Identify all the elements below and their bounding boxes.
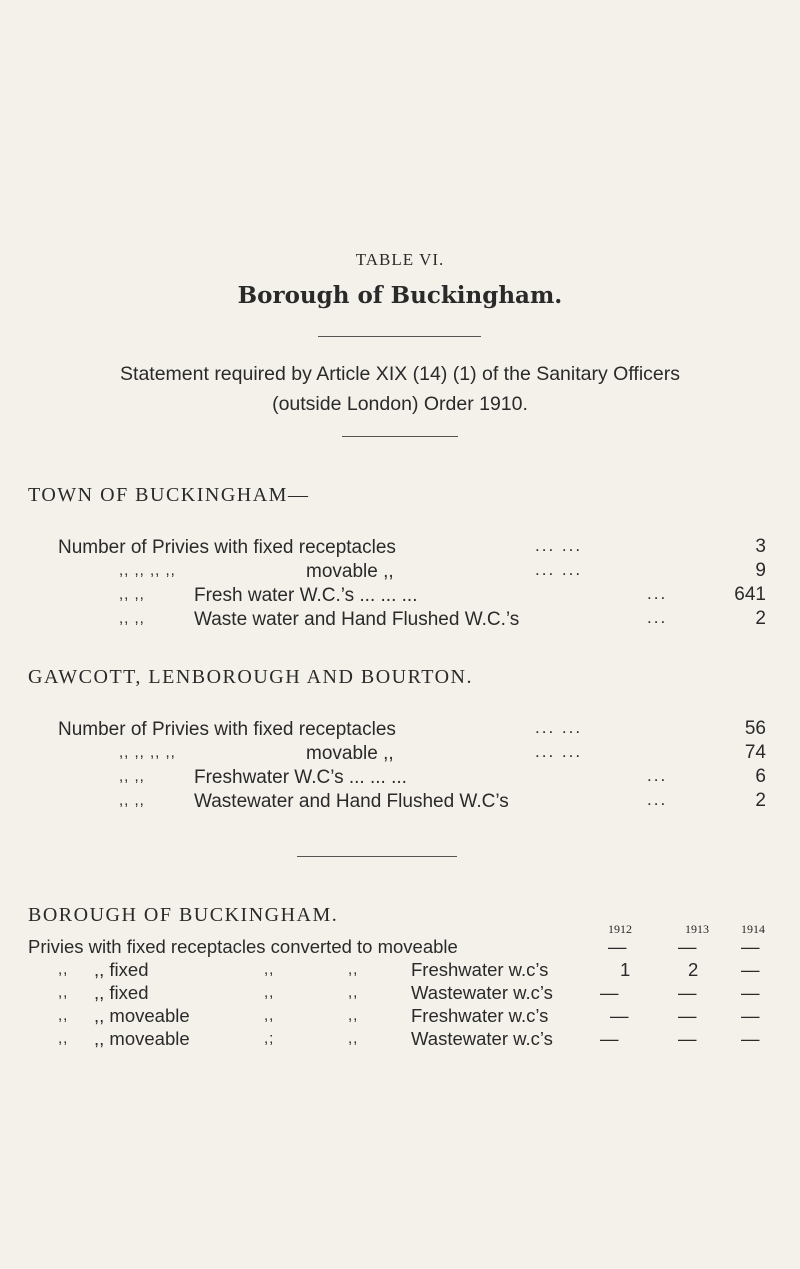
row-dots: ... — [647, 790, 668, 809]
row-ditto: ,, — [58, 961, 69, 978]
row-dots: ... ... — [535, 536, 583, 555]
row-ditto: ,, ,, ,, ,, — [119, 744, 176, 761]
row-label: Wastewater w.c’s — [411, 1028, 553, 1049]
borough-title: Borough of Buckingham. — [237, 282, 563, 309]
statement-line-2: (outside London) Order 1910. — [272, 393, 528, 415]
row-label: Wastewater and Hand Flushed W.C’s — [194, 791, 509, 812]
row-label: Privies with fixed receptacles converted to moveable — [28, 936, 458, 957]
row-ditto: ,, moveable — [94, 1028, 190, 1049]
row-value: 1 — [620, 959, 631, 980]
row-ditto: ,, — [348, 1030, 359, 1047]
row-value: — — [678, 982, 697, 1003]
row-ditto: ,, — [264, 984, 275, 1001]
row-value: 2 — [755, 608, 766, 629]
row-value: 641 — [734, 584, 766, 605]
row-label: movable ,, — [306, 743, 394, 764]
row-value: 3 — [755, 536, 766, 557]
row-ditto: ,, ,, — [119, 792, 145, 809]
row-label: Number of Privies with fixed receptacles — [58, 537, 396, 558]
row-ditto: ,, — [348, 1007, 359, 1024]
row-ditto: ,, — [348, 984, 359, 1001]
row-label: movable ,, — [306, 561, 394, 582]
row-ditto: ,, — [264, 1007, 275, 1024]
row-ditto: ,, ,, — [119, 768, 145, 785]
row-ditto: ,, ,, — [119, 610, 145, 627]
row-dots: ... — [647, 766, 668, 785]
row-value: — — [600, 1028, 619, 1049]
row-dots: ... ... — [535, 718, 583, 737]
section-borough-heading: BOROUGH OF BUCKINGHAM. — [28, 904, 339, 926]
year-header: 1912 — [608, 922, 632, 936]
row-ditto: ,; — [264, 1030, 275, 1047]
table-label: TABLE VI. — [355, 250, 445, 269]
row-ditto: ,, — [58, 984, 69, 1001]
divider — [318, 336, 481, 337]
year-header: 1914 — [741, 922, 765, 936]
row-value: — — [608, 936, 627, 957]
row-value: — — [741, 959, 760, 980]
row-dots: ... ... — [535, 742, 583, 761]
row-value: 56 — [744, 718, 766, 739]
row-value: 9 — [755, 560, 766, 581]
row-label: Waste water and Hand Flushed W.C.’s — [194, 609, 520, 630]
row-label: Wastewater w.c’s — [411, 982, 553, 1003]
row-ditto: ,, ,, ,, ,, — [119, 562, 176, 579]
row-value: — — [741, 936, 760, 957]
year-header: 1913 — [685, 922, 709, 936]
row-value: — — [600, 982, 619, 1003]
row-value: 6 — [755, 766, 766, 787]
row-ditto: ,, fixed — [94, 959, 149, 980]
row-value: 2 — [755, 790, 766, 811]
row-ditto: ,, ,, — [119, 586, 145, 603]
row-value: 74 — [744, 742, 766, 763]
row-value: — — [741, 1005, 760, 1026]
row-value: — — [741, 982, 760, 1003]
row-label: Freshwater w.c’s — [411, 1005, 549, 1026]
row-value: 2 — [688, 959, 699, 980]
row-label: Freshwater W.C’s ... ... ... — [194, 767, 407, 788]
row-label: Freshwater w.c’s — [411, 959, 549, 980]
row-ditto: ,, fixed — [94, 982, 149, 1003]
row-ditto: ,, — [58, 1030, 69, 1047]
section-town-heading: TOWN OF BUCKINGHAM— — [28, 484, 310, 506]
row-dots: ... — [647, 608, 668, 627]
row-value: — — [610, 1005, 629, 1026]
row-dots: ... ... — [535, 560, 583, 579]
row-value: — — [678, 1005, 697, 1026]
section-gawcott-heading: GAWCOTT, LENBOROUGH AND BOURTON. — [28, 666, 474, 688]
row-ditto: ,, moveable — [94, 1005, 190, 1026]
row-value: — — [678, 936, 697, 957]
row-label: Fresh water W.C.’s ... ... ... — [194, 585, 418, 606]
row-label: Number of Privies with fixed receptacles — [58, 719, 396, 740]
divider — [297, 856, 457, 857]
row-value: — — [678, 1028, 697, 1049]
row-value: — — [741, 1028, 760, 1049]
divider — [342, 436, 458, 437]
statement-line-1: Statement required by Article XIX (14) (1) of the Sanitary Officers — [120, 363, 680, 385]
row-ditto: ,, — [264, 961, 275, 978]
row-dots: ... — [647, 584, 668, 603]
row-ditto: ,, — [58, 1007, 69, 1024]
row-ditto: ,, — [348, 961, 359, 978]
